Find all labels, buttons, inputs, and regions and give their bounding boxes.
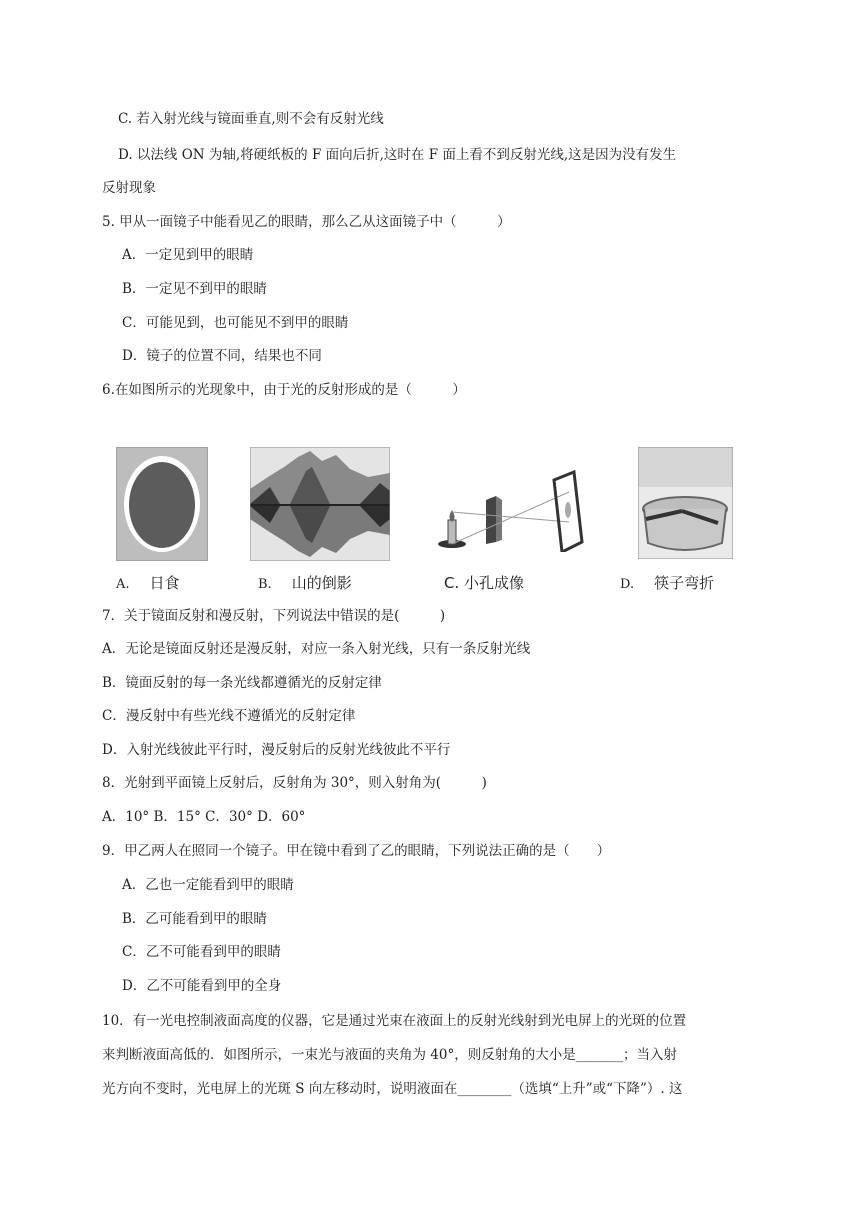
q10-line-3: 光方向不变时，光电屏上的光斑 S 向左移动时，说明液面在________（选填“上升”或“下降”）. 这 <box>102 1081 683 1097</box>
pinhole-camera-figure <box>434 470 584 552</box>
caption-label-a: 日食 <box>149 574 180 592</box>
caption-label-c: C. 小孔成像 <box>444 574 525 592</box>
caption-letter-d: D. <box>620 577 635 592</box>
caption-letter-a: A. <box>116 577 130 592</box>
figure-caption-d <box>620 572 714 593</box>
q4-option-d: D. 以法线 ON 为轴,将硬纸板的 F 面向后折,这时在 F 面上看不到反射光线,这是因为没有发生 <box>118 147 677 163</box>
caption-label-d: 筷子弯折 <box>654 574 715 592</box>
q10-line-2: 来判断液面高低的．如图所示，一束光与液面的夹角为 40°，则反射角的大小是_______；当入射 <box>102 1047 677 1063</box>
q7-option-b: B．镜面反射的每一条光线都遵循光的反射定律 <box>102 675 382 691</box>
q9-option-b: B．乙可能看到甲的眼睛 <box>122 911 267 927</box>
solar-eclipse-figure <box>116 447 208 561</box>
q9-option-c: C．乙不可能看到甲的眼睛 <box>122 944 281 960</box>
q5-option-c: C．可能见到，也可能见不到甲的眼睛 <box>122 315 349 331</box>
q5-option-d: D．镜子的位置不同，结果也不同 <box>122 348 322 364</box>
q7-option-d: D．入射光线彼此平行时，漫反射后的反射光线彼此不平行 <box>102 742 451 758</box>
q6-stem: 6.在如图所示的光现象中，由于光的反射形成的是（ ） <box>102 382 466 398</box>
q8-options: A．10° B．15° C．30° D．60° <box>102 809 306 825</box>
q9-stem: 9．甲乙两人在照同一个镜子。甲在镜中看到了乙的眼睛，下列说法正确的是（ ） <box>102 843 611 859</box>
q10-line-1: 10．有一光电控制液面高度的仪器，它是通过光束在液面上的反射光线射到光电屏上的光斑的位置 <box>102 1013 687 1029</box>
figure-caption-a <box>116 572 180 593</box>
mountain-reflection-figure <box>250 447 390 561</box>
q9-option-d: D．乙不可能看到甲的全身 <box>122 978 282 994</box>
q9-option-a: A．乙也一定能看到甲的眼睛 <box>122 877 294 893</box>
figure-caption-c <box>444 572 524 593</box>
figure-caption-b <box>258 572 352 593</box>
caption-label-b: 山的倒影 <box>291 574 352 592</box>
q5-option-b: B．一定见不到甲的眼睛 <box>122 281 267 297</box>
q7-option-a: A．无论是镜面反射还是漫反射，对应一条入射光线，只有一条反射光线 <box>102 641 531 657</box>
q8-stem: 8．光射到平面镜上反射后，反射角为 30°，则入射角为( ) <box>102 775 487 791</box>
q7-stem: 7．关于镜面反射和漫反射，下列说法中错误的是( ) <box>102 608 446 624</box>
bent-chopstick-figure <box>638 447 733 559</box>
q4-option-c: C. 若入射光线与镜面垂直,则不会有反射光线 <box>118 111 384 127</box>
caption-letter-b: B. <box>258 577 272 592</box>
q5-stem: 5. 甲从一面镜子中能看见乙的眼睛，那么乙从这面镜子中（ ） <box>102 214 511 230</box>
q7-option-c: C．漫反射中有些光线不遵循光的反射定律 <box>102 708 356 724</box>
q4-option-d-cont: 反射现象 <box>102 180 156 196</box>
q5-option-a: A．一定见到甲的眼睛 <box>122 247 254 263</box>
